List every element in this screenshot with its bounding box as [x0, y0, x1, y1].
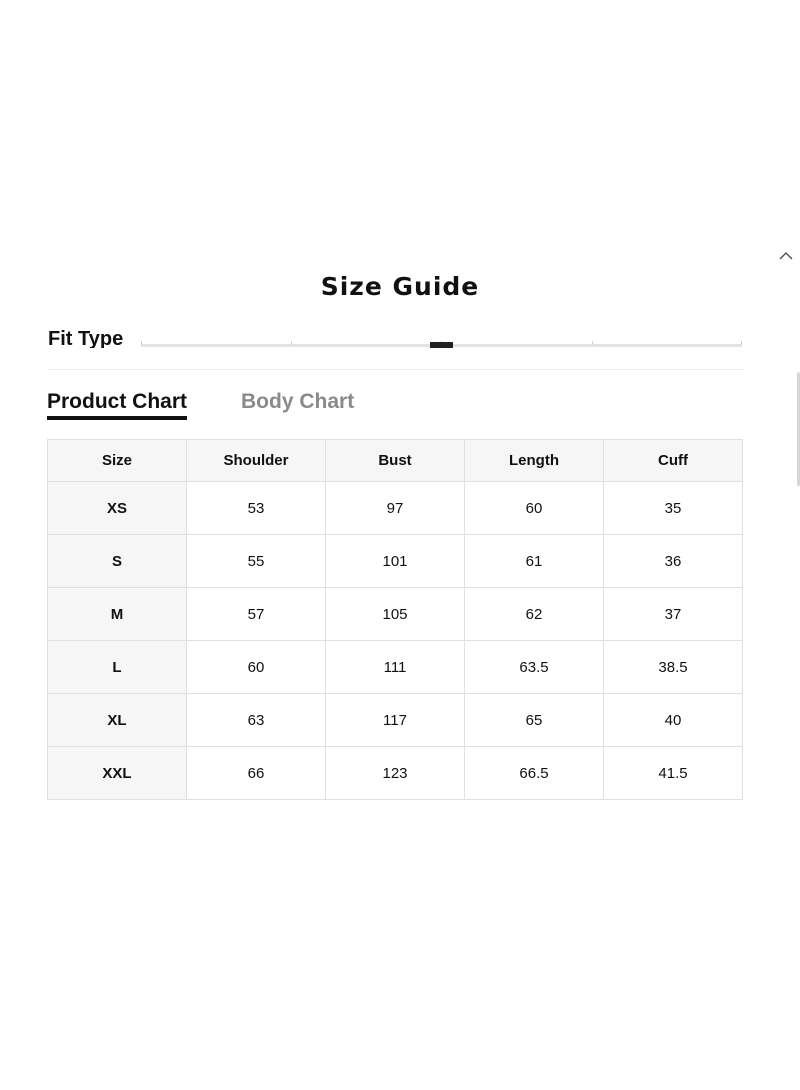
- length-cell: 65: [465, 694, 604, 747]
- bust-cell: 101: [326, 535, 465, 588]
- fit-type-tick: [141, 341, 142, 345]
- size-cell: L: [48, 641, 187, 694]
- cuff-cell: 36: [604, 535, 743, 588]
- length-cell: 61: [465, 535, 604, 588]
- column-header-bust: Bust: [326, 440, 465, 482]
- cuff-cell: 37: [604, 588, 743, 641]
- column-header-shoulder: Shoulder: [187, 440, 326, 482]
- bust-cell: 97: [326, 482, 465, 535]
- tab-product-chart[interactable]: Product Chart: [47, 390, 187, 420]
- shoulder-cell: 57: [187, 588, 326, 641]
- bust-cell: 123: [326, 747, 465, 800]
- table-row: [48, 482, 743, 535]
- fit-type-scale: [47, 322, 743, 348]
- column-header-length: Length: [465, 440, 604, 482]
- shoulder-cell: 55: [187, 535, 326, 588]
- table-row: [48, 588, 743, 641]
- fit-type-marker: [430, 342, 453, 348]
- chevron-up-icon: [778, 248, 794, 264]
- length-cell: 60: [465, 482, 604, 535]
- table-header-row: [48, 440, 743, 482]
- chart-tabs: [47, 390, 354, 420]
- column-header-size: Size: [48, 440, 187, 482]
- length-cell: 62: [465, 588, 604, 641]
- table-row: [48, 641, 743, 694]
- shoulder-cell: 63: [187, 694, 326, 747]
- shoulder-cell: 60: [187, 641, 326, 694]
- cuff-cell: 41.5: [604, 747, 743, 800]
- fit-type-label: Fit Type: [48, 328, 124, 348]
- size-cell: XS: [48, 482, 187, 535]
- cuff-cell: 35: [604, 482, 743, 535]
- bust-cell: 111: [326, 641, 465, 694]
- fit-type-tick: [291, 341, 292, 345]
- length-cell: 63.5: [465, 641, 604, 694]
- page-title: Size Guide: [320, 272, 480, 301]
- size-cell: XL: [48, 694, 187, 747]
- tab-body-chart[interactable]: Body Chart: [241, 390, 355, 413]
- fit-type-tick: [592, 341, 593, 345]
- size-cell: XXL: [48, 747, 187, 800]
- collapse-button[interactable]: [778, 248, 794, 264]
- shoulder-cell: 53: [187, 482, 326, 535]
- size-table: [47, 439, 743, 800]
- table-row: [48, 747, 743, 800]
- size-cell: S: [48, 535, 187, 588]
- cuff-cell: 40: [604, 694, 743, 747]
- table-row: [48, 694, 743, 747]
- shoulder-cell: 66: [187, 747, 326, 800]
- size-cell: M: [48, 588, 187, 641]
- bust-cell: 117: [326, 694, 465, 747]
- bust-cell: 105: [326, 588, 465, 641]
- column-header-cuff: Cuff: [604, 440, 743, 482]
- cuff-cell: 38.5: [604, 641, 743, 694]
- divider: [47, 369, 743, 370]
- fit-type-tick: [741, 341, 742, 345]
- length-cell: 66.5: [465, 747, 604, 800]
- table-row: [48, 535, 743, 588]
